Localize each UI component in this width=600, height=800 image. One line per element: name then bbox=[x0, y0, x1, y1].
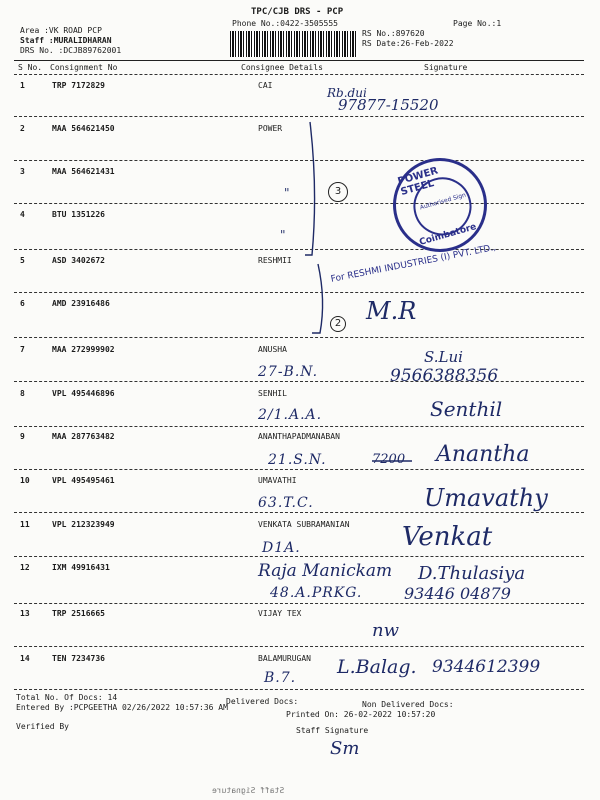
document-title: TPC/CJB DRS - PCP bbox=[251, 7, 344, 17]
r10-signature: Umavathy bbox=[424, 484, 548, 512]
r11-signature: Venkat bbox=[402, 522, 493, 552]
row-8-consignee: SENHIL bbox=[258, 389, 287, 398]
row-1-consignee: CAI bbox=[258, 81, 273, 90]
r8-signature: Senthil bbox=[430, 397, 503, 421]
phone-number: Phone No.:0422-3505555 bbox=[232, 19, 338, 28]
r12-name: Raja Manickam bbox=[258, 561, 393, 581]
row-13-consignment: TRP 2516665 bbox=[52, 609, 105, 618]
bracket-stroke-rows-5-6 bbox=[312, 264, 323, 333]
row-14-sno: 14 bbox=[20, 654, 30, 663]
row-7-consignee: ANUSHA bbox=[258, 345, 287, 354]
ditto-mark-row-3: " bbox=[284, 186, 290, 200]
area: Area :VK ROAD PCP bbox=[20, 26, 102, 35]
row-4-consignment: BTU 1351226 bbox=[52, 210, 105, 219]
circled-count-3: 3 bbox=[328, 182, 348, 202]
r12-signature: D.Thulasiya bbox=[418, 563, 526, 584]
row-5-consignment: ASD 3402672 bbox=[52, 256, 105, 265]
col-sno: S No. bbox=[18, 63, 43, 72]
delivered-docs: Delivered Docs: bbox=[226, 697, 299, 706]
stamp-city: Coimbatore bbox=[418, 222, 478, 248]
r6-signature: M.R bbox=[366, 297, 417, 325]
r1-signature-scribble: Rb.dui bbox=[327, 86, 367, 100]
row-2-sno: 2 bbox=[20, 124, 25, 133]
circled-count-2: 2 bbox=[330, 316, 346, 332]
r1-phone: 97877-15520 bbox=[338, 96, 439, 114]
r7-address: 27-B.N. bbox=[258, 364, 319, 380]
stamp-authorised: Authorised Sign bbox=[419, 191, 467, 212]
rs-date: RS Date:26-Feb-2022 bbox=[362, 39, 454, 48]
row-6-consignment: AMD 23916486 bbox=[52, 299, 110, 308]
printed-on: Printed On: 26-02-2022 10:57:20 bbox=[286, 710, 436, 719]
row-2-consignment: MAA 564621450 bbox=[52, 124, 115, 133]
row-13-consignee: VIJAY TEX bbox=[258, 609, 302, 618]
row-9-consignee: ANANTHAPADMANABAN bbox=[258, 432, 340, 441]
row-7-sno: 7 bbox=[20, 345, 25, 354]
r9-signature: Anantha bbox=[436, 442, 530, 467]
r14-phone: 9344612399 bbox=[432, 657, 541, 677]
row-6-sno: 6 bbox=[20, 299, 25, 308]
row-3-sno: 3 bbox=[20, 167, 25, 176]
row-11-consignment: VPL 212323949 bbox=[52, 520, 115, 529]
non-delivered-docs: Non Delivered Docs: bbox=[362, 700, 454, 709]
r9-struck-text: 7200 bbox=[372, 452, 406, 467]
ditto-mark-row-4: " bbox=[280, 228, 286, 242]
row-10-sno: 10 bbox=[20, 476, 30, 485]
row-7-consignment: MAA 272999902 bbox=[52, 345, 115, 354]
r13-signature: nw bbox=[372, 620, 399, 641]
row-8-sno: 8 bbox=[20, 389, 25, 398]
row-1-consignment: TRP 7172829 bbox=[52, 81, 105, 90]
row-12-sno: 12 bbox=[20, 563, 30, 572]
total-docs: Total No. Of Docs: 14 bbox=[16, 693, 118, 702]
row-3-consignment: MAA 564621431 bbox=[52, 167, 115, 176]
r10-address: 63.T.C. bbox=[258, 495, 314, 511]
entered-by: Entered By :PCPGEETHA 02/26/2022 10:57:36 AM bbox=[16, 703, 228, 712]
row-14-consignment: TEN 7234736 bbox=[52, 654, 105, 663]
row-1-sno: 1 bbox=[20, 81, 25, 90]
row-10-consignment: VPL 495495461 bbox=[52, 476, 115, 485]
row-13-sno: 13 bbox=[20, 609, 30, 618]
col-signature: Signature bbox=[424, 63, 468, 72]
row-9-consignment: MAA 287763482 bbox=[52, 432, 115, 441]
row-2-consignee: POWER bbox=[258, 124, 283, 133]
row-12-consignment: IXM 49916431 bbox=[52, 563, 110, 572]
row-11-consignee: VENKATA SUBRAMANIAN bbox=[258, 520, 350, 529]
r12-address: 48.A.PRKG. bbox=[270, 585, 363, 601]
row-10-consignee: UMAVATHI bbox=[258, 476, 297, 485]
r14-address: B.7. bbox=[264, 670, 297, 686]
r12-phone: 93446 04879 bbox=[404, 584, 511, 603]
r11-address: D1A. bbox=[262, 540, 301, 556]
drs-number: DRS No. :DCJB89762001 bbox=[20, 46, 122, 55]
bracket-stroke-rows-2-4 bbox=[305, 122, 315, 255]
row-5-consignee: RESHMII bbox=[258, 256, 292, 265]
row-9-sno: 9 bbox=[20, 432, 25, 441]
r7-phone: 9566388356 bbox=[390, 366, 499, 386]
r8-address: 2/1.A.A. bbox=[258, 407, 323, 423]
page-number: Page No.:1 bbox=[453, 19, 502, 28]
rs-number: RS No.:897620 bbox=[362, 29, 425, 38]
staff-signature-label: Staff Signature bbox=[296, 726, 369, 735]
r7-signature: S.Lui bbox=[424, 348, 463, 366]
r9-address: 21.S.N. bbox=[268, 452, 327, 468]
staff-name: Staff :MURALIDHARAN bbox=[20, 36, 112, 45]
reshmi-company-stamp: For RESHMI INDUSTRIES (I) PVT. LTD., bbox=[330, 242, 497, 285]
row-5-sno: 5 bbox=[20, 256, 25, 265]
col-consignment: Consignment No bbox=[50, 63, 118, 72]
row-8-consignment: VPL 495446896 bbox=[52, 389, 115, 398]
row-14-consignee: BALAMURUGAN bbox=[258, 654, 311, 663]
row-4-sno: 4 bbox=[20, 210, 25, 219]
col-consignee: Consignee Details bbox=[241, 63, 323, 72]
bleed-through-text: Staff Signature bbox=[212, 786, 285, 795]
row-11-sno: 11 bbox=[20, 520, 30, 529]
verified-by: Verified By bbox=[16, 722, 69, 731]
staff-signature-scribble: Sm bbox=[330, 738, 360, 759]
stamp-company: POWER STEEL bbox=[396, 165, 440, 199]
r14-signature: L.Balag. bbox=[337, 656, 417, 678]
